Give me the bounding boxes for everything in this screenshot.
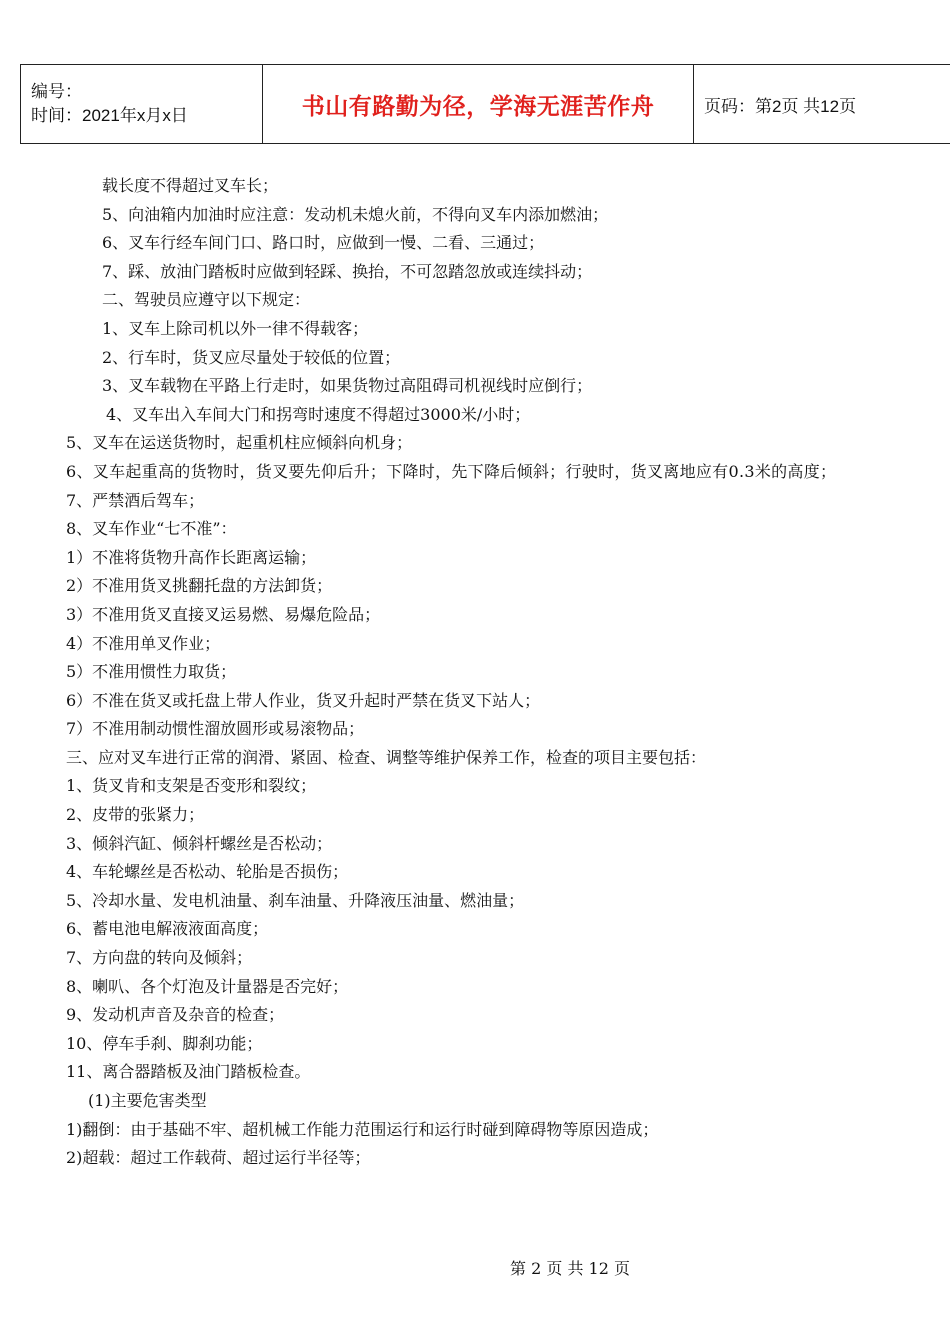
document-body xyxy=(66,172,896,1173)
body-line: 2）不准用货叉挑翻托盘的方法卸货； xyxy=(66,576,333,596)
body-line: 1）不准将货物升高作长距离运输； xyxy=(66,547,317,567)
body-line: 10、停车手刹、脚刹功能； xyxy=(66,1033,263,1053)
body-line: 5、冷却水量、发电机油量、刹车油量、升降液压油量、燃油量； xyxy=(66,890,525,910)
body-line: 1、叉车上除司机以外一律不得载客； xyxy=(102,318,369,338)
document-number-label: 编号： xyxy=(31,82,82,101)
document-time-label: 时间：2021年x月x日 xyxy=(31,106,188,125)
body-line: 2)超载：超过工作载荷、超过运行半径等； xyxy=(66,1148,371,1168)
body-line: 2、皮带的张紧力； xyxy=(66,805,205,825)
section-heading: (1)主要危害类型 xyxy=(88,1091,207,1110)
body-line: 3、倾斜汽缸、倾斜杆螺丝是否松动； xyxy=(66,833,333,853)
body-line: 1、货叉肯和支架是否变形和裂纹； xyxy=(66,776,317,796)
body-line: 6、叉车行经车间门口、路口时，应做到一慢、二看、三通过； xyxy=(102,233,545,253)
header-table xyxy=(20,64,950,144)
body-line: 5、叉车在运送货物时，起重机柱应倾斜向机身； xyxy=(66,433,413,453)
page-footer: 第 2 页 共 12 页 xyxy=(510,1259,630,1278)
body-line: 6）不准在货叉或托盘上带人作业，货叉升起时严禁在货叉下站人； xyxy=(66,690,541,710)
section-heading: 二、驾驶员应遵守以下规定： xyxy=(102,290,311,310)
header-meta-cell xyxy=(21,65,263,144)
body-line: 载长度不得超过叉车长； xyxy=(102,176,279,195)
body-line: 5、向油箱内加油时应注意：发动机未熄火前，不得向叉车内添加燃油； xyxy=(102,204,609,224)
body-line: 7、方向盘的转向及倾斜； xyxy=(66,948,253,968)
body-line: 8、喇叭、各个灯泡及计量器是否完好； xyxy=(66,976,349,996)
body-line: 3）不准用货叉直接叉运易燃、易爆危险品； xyxy=(66,604,381,624)
body-line: 2、行车时，货叉应尽量处于较低的位置； xyxy=(102,347,401,367)
body-line: 4、叉车出入车间大门和拐弯时速度不得超过3000米/小时； xyxy=(106,404,531,424)
body-line: 8、叉车作业“七不准”： xyxy=(66,519,237,539)
body-line: 6、蓄电池电解液液面高度； xyxy=(66,919,269,939)
header-motto: 书山有路勤为径，学海无涯苦作舟 xyxy=(263,65,694,144)
body-line: 11、离合器踏板及油门踏板检查。 xyxy=(66,1062,311,1082)
body-line: 7、严禁酒后驾车； xyxy=(66,490,205,510)
body-line: 9、发动机声音及杂音的检查； xyxy=(66,1005,285,1025)
body-line: 4）不准用单叉作业； xyxy=(66,633,221,653)
body-line: 4、车轮螺丝是否松动、轮胎是否损伤； xyxy=(66,862,349,882)
header-page-info: 页码：第2页 共12页 xyxy=(694,65,950,144)
body-line: 5）不准用惯性力取货； xyxy=(66,662,237,682)
section-heading: 三、应对叉车进行正常的润滑、紧固、检查、调整等维护保养工作，检查的项目主要包括： xyxy=(66,747,707,767)
body-line: 6、叉车起重高的货物时，货叉要先仰后升；下降时，先下降后倾斜；行驶时，货叉离地应有0.3米的高度； xyxy=(66,461,837,481)
body-line: 3、叉车载物在平路上行走时，如果货物过高阻碍司机视线时应倒行； xyxy=(102,376,593,396)
body-line: 1)翻倒：由于基础不牢、超机械工作能力范围运行和运行时碰到障碍物等原因造成； xyxy=(66,1119,659,1139)
body-line: 7）不准用制动惯性溜放圆形或易滚物品； xyxy=(66,719,365,739)
body-line: 7、踩、放油门踏板时应做到轻踩、换抬，不可忽踏忽放或连续抖动； xyxy=(102,261,593,281)
